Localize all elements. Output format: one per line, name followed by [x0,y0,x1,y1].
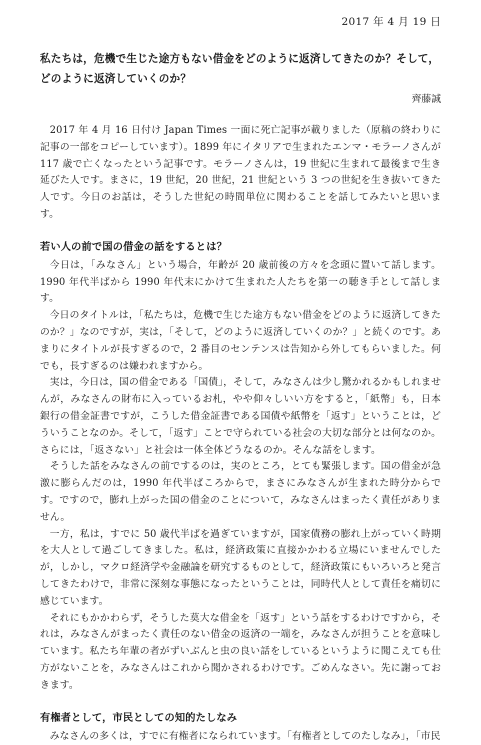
document-author: 齊藤誠 [40,91,441,105]
section1-paragraph-2: 今日のタイトルは，「私たちは，危機で生じた途方もない借金をどのように返済してきたのか？」なのですが，実は，「そして，どのように返済していくのか？」と続くのです。あまりにタイトルが長すぎるので，2 番目のセンテンスは告知から外してもらいました。何でも，長すぎるのは嫌われますから。 [40,308,441,375]
section1-paragraph-5: 一方，私は，すでに 50 歳代半ばを過ぎていますが，国家債務の膨れ上がっていく時期を大人として過ごしてきました。私は，経済政策に直接かかわる立場にいませんでしたが，しかし，マクロ経済学や金融論を研究するものとして，経済政策にもいろいろと発言してきたわけで，非常に深刻な事態になったということは，同時代人として責任を痛切に感じています。 [40,527,441,611]
section1-paragraph-6: それにもかかわらず，そうした莫大な借金を「返す」という話をするわけですから，それは，みなさんがまったく責任のない借金の返済の一端を，みなさんが担うことを意味しています。私たち年輩の者がずいぶんと虫の良い話をしているというように聞こえても仕方がないことを，みなさんはこれから聞かされるわけです。ごめんなさい。先に謝っておきます。 [40,611,441,695]
document-date: 2017 年 4 月 19 日 [40,14,441,29]
section-heading-2: 有権者として，市民としての知的たしなみ [40,711,441,727]
section1-paragraph-1: 今日は，「みなさん」という場合，年齢が 20 歳前後の方々を念頭に置いて話します。1990 年代半ばから 1990 年代末にかけて生まれた人たちを第一の聴き手として話します。 [40,258,441,308]
section1-paragraph-3: 実は，今日は，国の借金である「国債」，そして，みなさんは少し驚かれるかもしれませんが，みなさんの財布に入っているお札，やや仰々しいい方をすると，「紙幣」も，日本銀行の借金証書ですが，こうした借金証書である国債や紙幣を「返す」ということは，どういうことなのか。そして，「返す」ことで守られている社会の大切な部分とは何なのか。さらには，「返さない」と社会は一体全体どうなるのか。そんな話をします。 [40,375,441,459]
section2-paragraph-1: みなさんの多くは，すでに有権者になられています。「有権者としてのたしなみ」，「市民 [40,729,441,745]
section-heading-1: 若い人の前で国の借金の話をするとは？ [40,240,441,256]
section1-paragraph-4: そうした話をみなさんの前でするのは，実のところ，とても緊張します。国の借金が急激に膨らんだのは，1990 年代半ばころからで，まさにみなさんが生まれた時分からです。ですので，膨れ上がった国の借金のことについて，みなさんはまったく責任がありません。 [40,459,441,526]
document-title: 私たちは，危機で生じた途方もない借金をどのように返済してきたのか？そして，どのように返済していくのか？ [40,49,441,89]
intro-paragraph: 2017 年 4 月 16 日付け Japan Times 一面に死亡記事が載りました（原稿の終わりに記事の一部をコピーしています）。1899 年にイタリアで生まれたエンマ・モラーノさんが 117 歳で亡くなったという記事です。モラーノさんは，19 世紀に生まれて最後まで生き延びた人です。まさに，19 世紀，20 世紀，21 世紀という 3 つの世紀を生き抜いてきた人です。今日のお話は，そうした世紀の時間単位に関わることを話してみたいと思います。 [40,123,441,224]
